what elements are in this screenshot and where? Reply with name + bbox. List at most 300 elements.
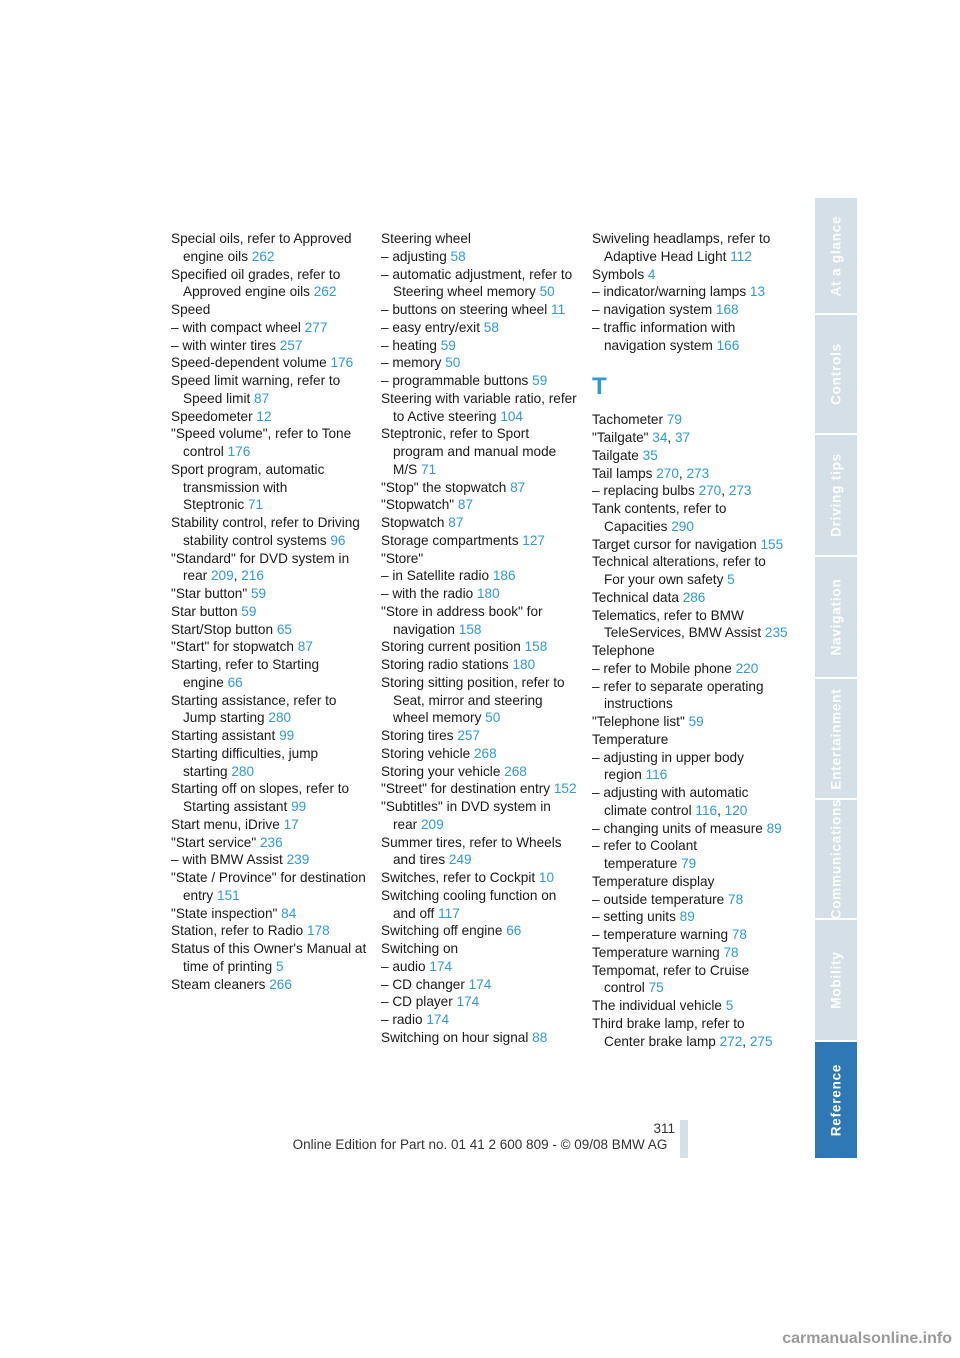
page-link[interactable]: 236 <box>259 834 283 850</box>
page-link[interactable]: 180 <box>512 657 536 672</box>
index-entry <box>381 993 577 1011</box>
index-term: Temperature warning <box>592 944 720 960</box>
page-link[interactable]: 50 <box>539 284 555 300</box>
index-term: – radio <box>381 1012 423 1027</box>
index-term: Starting difficulties, jump starting <box>171 745 319 779</box>
page-link[interactable]: 59 <box>688 714 704 729</box>
index-entry <box>381 248 577 266</box>
index-entry <box>171 638 367 656</box>
index-term: – with compact wheel <box>171 319 301 335</box>
index-term: – programmable buttons <box>381 373 529 388</box>
index-term: Starting off on slopes, refer to Starting assistant <box>171 781 350 814</box>
page-link[interactable]: 37 <box>674 430 691 445</box>
page-link[interactable]: 84 <box>281 905 297 921</box>
index-term: – CD changer <box>381 976 465 992</box>
index-term: "Telephone list" <box>592 714 685 729</box>
index-term: – easy entry/exit <box>381 319 480 335</box>
page-link[interactable]: 275 <box>749 1033 773 1049</box>
section-tab-label: Driving tips <box>828 453 844 537</box>
index-term: – CD player <box>381 994 453 1010</box>
index-entry <box>381 585 577 603</box>
index-entry <box>381 230 577 248</box>
page-link[interactable]: 270 <box>656 465 679 481</box>
page-link[interactable]: 87 <box>254 390 270 406</box>
index-entry <box>171 319 367 337</box>
index-entry <box>171 692 367 728</box>
index-entry <box>381 1011 577 1029</box>
index-entry <box>592 283 788 301</box>
index-entry: "Tailgate" 34, 37 <box>592 430 691 445</box>
page-link[interactable]: 257 <box>279 337 303 353</box>
index-entry <box>171 372 367 408</box>
index-term: Temperature display <box>592 873 715 889</box>
index-entry <box>381 372 577 390</box>
index-term: Tank contents, refer to Capacities <box>592 501 727 534</box>
index-term: Speed <box>171 302 211 317</box>
index-entry <box>171 408 367 426</box>
page-link[interactable]: 270 <box>698 483 722 499</box>
page-link[interactable]: 266 <box>269 976 292 992</box>
index-entry <box>592 908 788 926</box>
index-term: – refer to Coolant temperature <box>592 838 698 871</box>
section-tab[interactable] <box>815 435 857 557</box>
section-tab-label: Mobility <box>828 951 844 1009</box>
index-term: Switches, refer to Cockpit <box>381 870 536 885</box>
page-link[interactable]: 277 <box>304 319 328 335</box>
page-link[interactable]: 117 <box>438 905 460 921</box>
page-link[interactable]: 272 <box>719 1033 743 1049</box>
page-link[interactable]: 58 <box>483 319 499 335</box>
index-entry <box>381 922 577 940</box>
page-link[interactable]: 58 <box>450 248 466 264</box>
index-entry <box>171 869 367 905</box>
page-link[interactable]: 186 <box>492 568 516 584</box>
page-link[interactable]: 280 <box>268 710 292 726</box>
index-term: Symbols <box>592 266 645 282</box>
page-link[interactable]: 178 <box>307 923 330 939</box>
index-term: "Street" for destination entry <box>381 781 551 797</box>
index-entry <box>171 816 367 834</box>
index-term: "Tailgate" <box>592 430 649 445</box>
index-term: Storing sitting position, refer to Seat, mirror and steering wheel memory <box>381 674 565 726</box>
index-entry <box>381 425 577 478</box>
index-term: Storing vehicle <box>381 745 471 761</box>
page-link[interactable]: 87 <box>457 497 474 513</box>
index-entry <box>592 891 788 909</box>
index-term: – indicator/warning lamps <box>592 284 747 300</box>
index-term: Storing current position <box>381 639 521 655</box>
index-term: – replacing bulbs <box>592 483 695 499</box>
page-link[interactable]: 11 <box>551 302 566 317</box>
footer-text: Online Edition for Part no. 01 41 2 600 809 - © 09/08 BMW AG <box>292 1137 668 1152</box>
index-term: Switching on hour signal <box>381 1029 529 1045</box>
index-term: Starting, refer to Starting engine <box>171 657 320 690</box>
index-entry <box>381 887 577 923</box>
page-link[interactable]: 174 <box>429 958 453 974</box>
index-entry <box>381 976 577 994</box>
index-term: "Store in address book" for navigation <box>381 603 543 637</box>
index-term: Star button <box>171 603 238 619</box>
index-entry <box>381 780 577 798</box>
index-entry <box>171 851 367 869</box>
page-link[interactable]: 268 <box>504 763 527 779</box>
page-link[interactable]: 152 <box>553 781 577 797</box>
index-entry <box>381 266 577 302</box>
index-entry <box>171 905 367 923</box>
index-term: Tailgate <box>592 447 639 463</box>
index-entry <box>592 837 788 873</box>
page-link[interactable]: 71 <box>420 461 437 477</box>
index-term: "Subtitles" in DVD system in rear <box>381 799 551 832</box>
page-link[interactable]: 13 <box>749 284 766 300</box>
index-term: Storing radio stations <box>381 657 509 672</box>
index-term: – buttons on steering wheel <box>381 302 548 317</box>
index-term: Status of this Owner's Manual at time of printing <box>171 941 367 974</box>
index-term: Sport program, automatic transmission with Steptronic <box>171 461 325 513</box>
index-entry <box>592 926 788 944</box>
index-entry <box>592 997 788 1015</box>
page-link[interactable]: 88 <box>532 1029 548 1045</box>
index-term: "State / Province" for destination entry <box>171 870 366 903</box>
page-link[interactable]: 176 <box>227 444 251 459</box>
index-entry <box>592 230 788 266</box>
index-entry <box>592 607 788 643</box>
page-link[interactable]: 273 <box>728 483 752 499</box>
index-entry <box>592 589 788 607</box>
index-entry: – replacing bulbs 270, 273 <box>592 483 752 499</box>
page-link[interactable]: 5 <box>725 998 734 1013</box>
page-link[interactable]: 280 <box>231 763 255 779</box>
index-entry <box>381 567 577 585</box>
index-term: "Start service" <box>171 834 257 850</box>
index-term: – changing units of measure <box>592 820 763 836</box>
index-entry <box>592 873 788 891</box>
index-entry <box>381 337 577 355</box>
index-entry <box>381 638 577 656</box>
page-link[interactable]: 174 <box>456 994 480 1010</box>
page-link[interactable]: 168 <box>715 302 739 317</box>
index-entry <box>381 319 577 337</box>
index-entry <box>592 266 788 284</box>
page-link[interactable]: 249 <box>448 852 472 868</box>
index-entry <box>381 674 577 727</box>
page-link[interactable]: 59 <box>532 373 548 388</box>
section-tab[interactable] <box>815 315 857 435</box>
index-entry <box>381 532 577 550</box>
page-link[interactable]: 65 <box>276 621 292 637</box>
index-entry <box>171 266 367 302</box>
index-entry <box>592 319 788 355</box>
page-link[interactable]: 120 <box>724 802 748 818</box>
index-entry: Third brake lamp, refer to Center brake lamp 272, 275 <box>592 1015 773 1049</box>
page-link[interactable]: 290 <box>671 518 694 534</box>
page-link[interactable]: 116 <box>645 767 668 783</box>
page-link[interactable]: 96 <box>330 532 346 548</box>
page-link[interactable]: 180 <box>476 586 500 601</box>
index-term: – traffic information with navigation system <box>592 319 736 353</box>
index-term: Starting assistant <box>171 728 276 743</box>
index-entry <box>381 940 577 958</box>
index-term: Stopwatch <box>381 515 445 530</box>
index-term: – audio <box>381 958 426 974</box>
index-term: Technical alterations, refer to For your own safety <box>592 554 766 587</box>
index-term: Storing your vehicle <box>381 763 501 779</box>
index-entry <box>592 447 788 465</box>
page-link[interactable]: 71 <box>248 497 264 513</box>
index-term: Specified oil grades, refer to Approved engine oils <box>171 266 341 300</box>
page-link[interactable]: 87 <box>297 639 313 655</box>
page-link[interactable]: 262 <box>313 284 337 300</box>
page-link[interactable]: 79 <box>681 856 697 871</box>
index-term: Steering wheel <box>381 231 471 246</box>
index-term: Telematics, refer to BMW TeleServices, BMW Assist <box>592 607 762 641</box>
index-term: Storage compartments <box>381 532 519 548</box>
section-tab[interactable] <box>815 679 857 800</box>
page-link[interactable]: 79 <box>666 412 682 428</box>
page-link[interactable]: 220 <box>735 660 759 676</box>
index-entry <box>171 514 367 550</box>
index-entry <box>171 603 367 621</box>
index-term: "Stopwatch" <box>381 497 455 513</box>
page-link[interactable]: 89 <box>679 909 695 925</box>
index-term: Third brake lamp, refer to Center brake lamp <box>592 1015 745 1049</box>
index-term: – heating <box>381 337 437 353</box>
index-entry <box>592 944 788 962</box>
page-link[interactable]: 50 <box>485 710 501 726</box>
page-link[interactable]: 78 <box>723 944 739 960</box>
index-term: Start menu, iDrive <box>171 816 280 832</box>
index-entry <box>592 411 788 429</box>
index-term: Speed-dependent volume <box>171 355 327 371</box>
page-link[interactable]: 12 <box>256 408 272 424</box>
index-entry <box>381 834 577 870</box>
index-entry <box>171 621 367 639</box>
index-entry <box>592 301 788 319</box>
watermark: carmanualsonline.info <box>782 1330 952 1347</box>
page-link[interactable]: 4 <box>647 266 656 282</box>
page-link[interactable]: 166 <box>716 337 740 353</box>
index-entry <box>592 536 788 554</box>
page-link[interactable]: 5 <box>275 958 284 974</box>
page-link[interactable]: 66 <box>227 674 243 690</box>
index-term: Tempomat, refer to Cruise control <box>592 962 750 996</box>
page-link[interactable]: 158 <box>524 639 548 655</box>
page-link[interactable]: 89 <box>766 820 782 836</box>
page-link[interactable]: 174 <box>426 1012 450 1027</box>
section-tab[interactable] <box>815 198 857 315</box>
index-term: – setting units <box>592 909 676 925</box>
index-term: – memory <box>381 355 442 371</box>
index-entry <box>171 354 367 372</box>
index-entry <box>171 727 367 745</box>
index-term: Speed limit warning, refer to Speed limit <box>171 373 341 406</box>
index-term: – temperature warning <box>592 927 729 942</box>
page-link[interactable]: 99 <box>279 728 295 743</box>
page-link[interactable]: 75 <box>648 980 664 996</box>
index-term: The individual vehicle <box>592 998 722 1013</box>
index-entry <box>171 834 367 852</box>
page-link[interactable]: 262 <box>251 248 275 264</box>
index-term: Telephone <box>592 643 655 658</box>
index-letter-heading: T <box>592 373 607 401</box>
page-link[interactable]: 59 <box>440 337 456 353</box>
index-term: Starting assistance, refer to Jump starting <box>171 692 337 726</box>
page-number: 311 <box>653 1121 675 1136</box>
index-term: Switching on <box>381 941 459 956</box>
page-link[interactable]: 155 <box>760 536 784 552</box>
page-link[interactable]: 99 <box>291 799 307 814</box>
index-entry <box>381 869 577 887</box>
page-link[interactable]: 34 <box>652 430 668 445</box>
index-entry <box>381 301 577 319</box>
index-term: Steptronic, refer to Sport program and manual mode M/S <box>381 426 557 477</box>
index-term: – adjusting <box>381 248 447 264</box>
index-entry <box>381 1029 577 1047</box>
index-entry <box>381 745 577 763</box>
page-link[interactable]: 104 <box>500 408 523 424</box>
index-entry: Tail lamps 270, 273 <box>592 465 710 481</box>
index-entry <box>381 798 577 834</box>
page-link[interactable]: 127 <box>522 532 545 548</box>
page-link[interactable]: 239 <box>286 852 310 868</box>
index-term: "Start" for stopwatch <box>171 639 294 655</box>
page-link[interactable]: 5 <box>727 572 735 587</box>
index-entry <box>171 230 367 266</box>
page-link[interactable]: 174 <box>468 976 492 992</box>
section-tab[interactable] <box>815 557 857 679</box>
index-entry <box>381 390 577 426</box>
page-link[interactable]: 209 <box>210 568 234 584</box>
index-entry <box>171 922 367 940</box>
page-link[interactable]: 87 <box>510 479 526 495</box>
index-term: Summer tires, refer to Wheels and tires <box>381 834 562 868</box>
page-link[interactable]: 158 <box>458 621 482 637</box>
page-link[interactable]: 66 <box>506 923 522 939</box>
index-term: Storing tires <box>381 728 454 743</box>
section-tab[interactable] <box>815 920 857 1042</box>
page-link[interactable]: 268 <box>473 745 497 761</box>
page-link[interactable]: 87 <box>448 515 464 530</box>
index-term: – refer to separate operating instructions <box>592 678 764 712</box>
page-link[interactable]: 235 <box>764 625 788 641</box>
section-tabs <box>815 198 857 1160</box>
index-entry <box>381 514 577 532</box>
index-term: Special oils, refer to Approved engine oils <box>171 231 352 264</box>
index-term: – in Satellite radio <box>381 568 490 584</box>
section-tab-label: Controls <box>828 343 844 405</box>
index-entry <box>381 958 577 976</box>
index-entry <box>171 461 367 514</box>
page-link[interactable]: 112 <box>730 248 752 264</box>
page-link[interactable]: 59 <box>250 586 267 601</box>
page-link[interactable]: 17 <box>283 816 299 832</box>
index-term: Technical data <box>592 589 679 605</box>
index-entry <box>381 763 577 781</box>
index-term: Steering with variable ratio, refer to Active steering <box>381 390 577 424</box>
index-term: Temperature <box>592 731 669 747</box>
index-entry <box>171 425 367 461</box>
index-entry <box>171 585 367 603</box>
page-link[interactable]: 286 <box>682 589 706 605</box>
index-term: Tail lamps <box>592 465 653 481</box>
page-link[interactable]: 176 <box>330 355 354 371</box>
index-entry <box>381 479 577 497</box>
index-term: Switching cooling function on and off <box>381 887 557 921</box>
index-term: Tachometer <box>592 412 664 428</box>
section-tab[interactable] <box>815 800 857 920</box>
index-term: "State inspection" <box>171 905 278 921</box>
page-link[interactable]: 78 <box>728 891 744 907</box>
index-term: Start/Stop button <box>171 621 274 637</box>
page-link[interactable]: 78 <box>731 927 747 942</box>
index-term: "Stop" the stopwatch <box>381 479 507 495</box>
index-entry <box>381 656 577 674</box>
index-entry <box>592 962 788 998</box>
index-term: Switching off engine <box>381 923 503 939</box>
index-column-1 <box>171 230 367 993</box>
index-term: "Star button" <box>171 586 248 601</box>
index-entry <box>592 500 788 536</box>
index-entry <box>381 727 577 745</box>
index-term: "Store" <box>381 550 424 566</box>
index-term: – refer to Mobile phone <box>592 660 732 676</box>
index-term: – navigation system <box>592 302 713 317</box>
page-link[interactable]: 216 <box>241 568 264 584</box>
index-entry <box>592 749 788 785</box>
index-entry <box>381 354 577 372</box>
index-entry <box>171 656 367 692</box>
page-link[interactable]: 116 <box>695 802 718 818</box>
index-term: Speedometer <box>171 408 253 424</box>
index-entry <box>171 745 367 781</box>
page-link[interactable]: 273 <box>686 465 710 481</box>
index-entry <box>592 731 788 749</box>
index-term: – with the radio <box>381 586 474 601</box>
index-entry <box>381 496 577 514</box>
index-term: Stability control, refer to Driving stability control systems <box>171 515 360 548</box>
index-term: – with BMW Assist <box>171 852 283 868</box>
index-entry <box>592 678 788 714</box>
index-term: "Standard" for DVD system in rear <box>171 550 350 584</box>
index-term: – outside temperature <box>592 891 725 907</box>
page-link[interactable]: 257 <box>457 728 480 743</box>
section-tab-label: Entertainment <box>828 687 844 790</box>
index-term: – with winter tires <box>171 337 277 353</box>
index-term: – automatic adjustment, refer to Steering wheel memory <box>381 266 573 300</box>
page-link[interactable]: 10 <box>538 870 555 885</box>
index-entry <box>381 550 577 568</box>
page-link[interactable]: 209 <box>420 816 444 832</box>
index-term: Target cursor for navigation <box>592 536 757 552</box>
page-link[interactable]: 35 <box>642 447 658 463</box>
section-tab-label: Navigation <box>828 578 844 656</box>
index-entry <box>592 660 788 678</box>
page-link[interactable]: 50 <box>445 355 461 371</box>
page-link[interactable]: 151 <box>217 887 240 903</box>
index-entry: "Standard" for DVD system in rear 209, 216 <box>171 550 350 584</box>
index-term: – adjusting in upper body region <box>592 749 744 783</box>
index-term: "Speed volume", refer to Tone control <box>171 426 352 459</box>
section-tab-label: Reference <box>828 1063 844 1137</box>
index-term: Station, refer to Radio <box>171 923 304 939</box>
index-entry <box>171 940 367 976</box>
page-link[interactable]: 59 <box>241 603 257 619</box>
index-entry <box>592 713 788 731</box>
index-column-2 <box>381 230 577 1047</box>
index-entry <box>171 301 367 319</box>
index-term: Steam cleaners <box>171 976 266 992</box>
index-entry <box>592 820 788 838</box>
